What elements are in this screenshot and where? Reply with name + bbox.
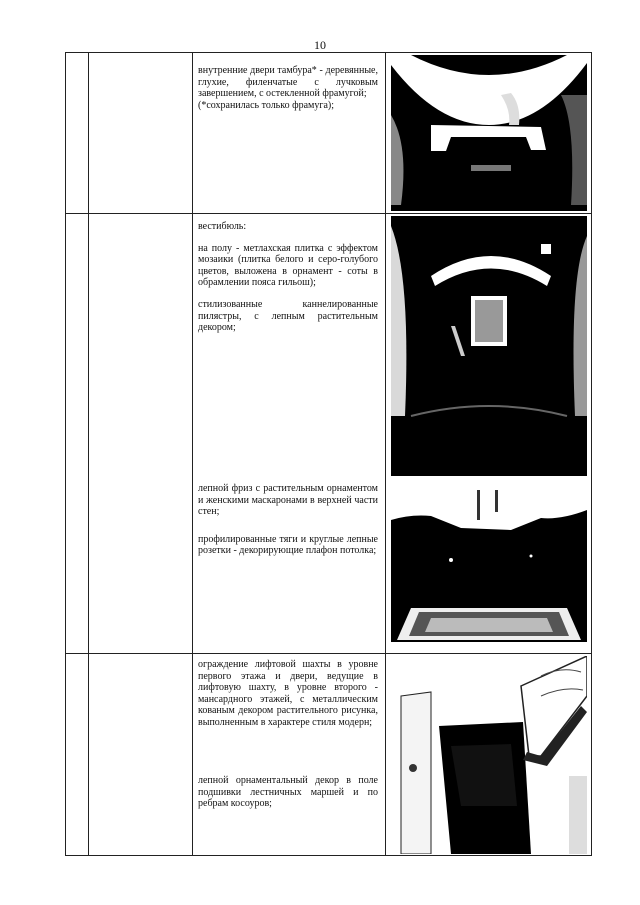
row-2-description-bottom [198, 483, 378, 567]
row-2-description-top [198, 221, 378, 344]
paragraph: лепной фриз с растительным орнаментом и женскими маскаронами в верхней части стен; [198, 483, 378, 518]
photo-vestibule-corridor [391, 216, 587, 476]
paragraph: лепной орнаментальный декор в поле подшивки лестничных маршей и по ребрам косоуров; [198, 775, 378, 810]
page-number: 10 [314, 38, 326, 52]
paragraph: ограждение лифтовой шахты в уровне первого этажа и двери, ведущие в лифтовую шахту, в уровне второго - мансардного этажей, с металлическим кованым декором растительного рисунка, выполненным в характере стиля модерн; [198, 659, 378, 728]
column-divider [192, 53, 193, 855]
paragraph: на полу - метлахская плитка с эффектом мозаики (плитка белого и серо-голубого цветов, выложена в орнамент - соты в обрамлении пояса гильош); [198, 242, 378, 289]
photo-vestibule-ceiling [391, 490, 587, 642]
row-divider [66, 213, 591, 214]
paragraph: стилизованные каннелированные пилястры, с лепным растительным декором; [198, 298, 378, 334]
paragraph: внутренние двери тамбура* - деревянные, глухие, филенчатые с лучковым завершением, с остекленной фрамугой; [198, 65, 378, 100]
photo-staircase [391, 656, 587, 854]
column-divider [385, 53, 386, 855]
paragraph: (*сохранилась только фрамуга); [198, 99, 334, 111]
paragraph: вестибюль: [198, 221, 247, 232]
row-3-description-top [198, 659, 378, 739]
paragraph: профилированные тяги и круглые лепные розетки - декорирующие плафон потолка; [198, 533, 378, 557]
row-1-description [198, 65, 378, 121]
row-3-description-bottom [198, 775, 378, 820]
row-divider [66, 653, 591, 654]
photo-vestibule-transom [391, 55, 587, 211]
column-divider [88, 53, 89, 855]
table [65, 52, 592, 856]
